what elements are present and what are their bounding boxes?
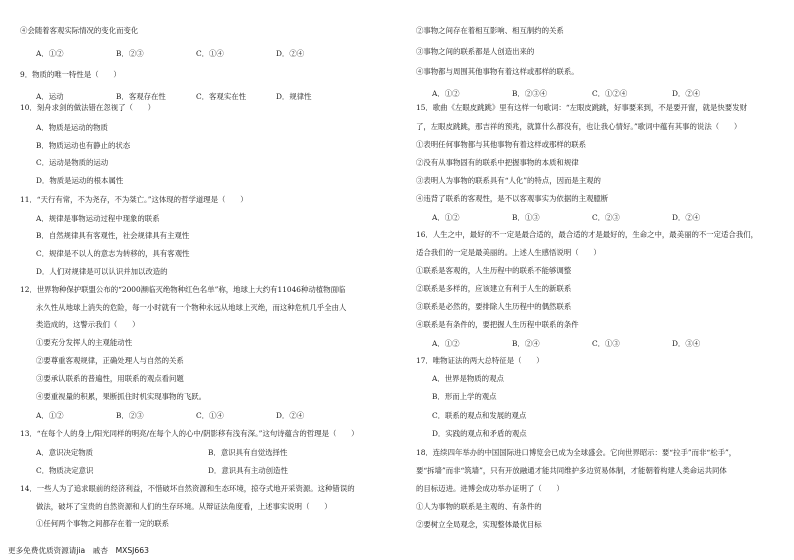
- options-row: [416, 89, 776, 99]
- question-stem: 18．连续四年举办的中国国际进口博览会已成为全球盛会。它向世界昭示：要“拉手”而非“松手”，: [416, 448, 737, 457]
- option-c: C．客观实在性: [196, 92, 246, 101]
- statement-line: ④违背了联系的客观性，是不以客观事实为依据的主观臆断: [416, 194, 609, 203]
- option-line: A．规律是事物运动过程中现象的联系: [36, 214, 160, 223]
- option-a: A．运动: [36, 92, 64, 101]
- option-c: C．①④: [196, 49, 224, 58]
- question-stem: 15．歌曲《左眼皮跳跳》里有这样一句歌词：“左眼皮跳跳，好事要来到，不是要开窗，就是快要发财: [416, 103, 747, 112]
- option-line: C．联系的观点和发展的观点: [432, 411, 527, 420]
- option-b: B．客观存在性: [116, 92, 166, 101]
- option-b: B．意识具有自觉选择性: [208, 448, 288, 457]
- question-stem: 11．“天行有常，不为尧存，不为桀亡。”这体现的哲学道理是（ ）: [20, 195, 248, 204]
- options-row: [20, 466, 392, 476]
- option-line: B．自然规律具有客观性，社会规律具有主观性: [36, 231, 190, 240]
- option-a: A．①②: [432, 339, 460, 348]
- statement-line: ③要承认联系的普遍性，用联系的观点看问题: [36, 374, 184, 383]
- option-d: D．②④: [672, 213, 701, 222]
- options-row: [20, 49, 392, 59]
- statement-line: ②要尊重客观规律，正确处理人与自然的关系: [36, 356, 184, 365]
- statement-line: ①表明任何事物都与其他事物有着这样或那样的联系: [416, 140, 586, 149]
- statement-line: ④事物都与周围其他事物有着这样或那样的联系。: [416, 67, 579, 76]
- statement-line: ④联系是有条件的，要把握人生历程中联系的条件: [416, 320, 579, 329]
- option-c: C．物质决定意识: [36, 466, 94, 475]
- option-c: C．②③: [592, 213, 620, 222]
- statement-line: ②事物之间存在着相互影响、相互制约的关系: [416, 26, 564, 35]
- statement-line: ③联系是必然的，要排除人生历程中的偶然联系: [416, 302, 572, 311]
- option-line: C．运动是物质的运动: [36, 158, 109, 167]
- option-d: D．②④: [276, 411, 305, 420]
- option-c: C．①②④: [592, 89, 628, 98]
- question-stem-cont: 做法，破坏了宝贵的自然资源和人们的生存环境。从辩证法角度看，上述事实说明（ ）: [36, 502, 332, 511]
- option-d: D．②④: [276, 49, 305, 58]
- option-b: B．②③: [116, 49, 144, 58]
- statement-line: ①要充分发挥人的主观能动性: [36, 338, 133, 347]
- statement-line: ②要树立全局观念，实现整体最优目标: [416, 520, 542, 529]
- option-c: C．①③: [592, 339, 620, 348]
- options-row: [20, 92, 392, 102]
- option-d: D．规律性: [276, 92, 312, 101]
- option-a: A．①②: [432, 213, 460, 222]
- question-stem: 12．世界物种保护联盟公布的“2000濒临灭绝物种红色名单”称，地球上大约有11046种动植物面临: [20, 285, 346, 294]
- option-a: A．①②: [432, 89, 460, 98]
- option-d: D．意识具有主动创造性: [208, 466, 288, 475]
- options-row: [20, 448, 392, 458]
- option-b: B．②③④: [512, 89, 547, 98]
- question-stem: 10．刻舟求剑的做法错在忽视了（ ）: [20, 103, 156, 112]
- question-stem-cont: 类造成的，这警示我们（ ）: [36, 320, 140, 329]
- options-row: [416, 339, 776, 349]
- question-stem-cont: 了，左眼皮跳跳，那吉祥的预兆，就算什么都没有，也让我心情好。”歌词中蕴有其事的说法（ ）: [416, 122, 742, 131]
- question-stem: 14．一些人为了追求眼前的经济利益，不惜破坏自然资源和生态环境，掠夺式地开采资源。这种错误的: [20, 484, 355, 493]
- statement-line: ①人为事物的联系是主观的、有条件的: [416, 502, 542, 511]
- option-line: B．物质运动也有静止的状态: [36, 141, 131, 150]
- option-line: B．形而上学的观点: [432, 392, 497, 401]
- option-line: D．人们对规律是可以认识并加以改造的: [36, 267, 168, 276]
- question-stem-cont: 适合我们的一定是最美丽的。上述人生感悟说明（ ）: [416, 248, 601, 257]
- question-stem-cont: 要“拆墙”而非“筑墙”，只有开放融通才能共同维护多边贸易体制，才能朝着构建人类命运共同体: [416, 466, 727, 475]
- options-row: [416, 213, 776, 223]
- option-b: B．②③: [116, 411, 144, 420]
- statement-line: ③表明人为事物的联系具有“人化”的特点，因而是主观的: [416, 176, 601, 185]
- question-stem: 13．“在每个人的身上/阳光同样的明亮/在每个人的心中/阴影移有浅有深。”这句诗蕴含的哲理是（ ）: [20, 429, 359, 438]
- option-line: D．物质是运动的根本属性: [36, 176, 124, 185]
- option-line: D．实践的观点和矛盾的观点: [432, 429, 527, 438]
- option-a: A．①②: [36, 411, 64, 420]
- option-b: B．②④: [512, 339, 540, 348]
- question-stem: 17．唯物证法的两大总特征是（ ）: [416, 356, 544, 365]
- question-stem-cont: 永久性从地球上消失的危险，每一小时就有一个物种永远从地球上灭绝，而这种危机几乎全由人: [36, 303, 347, 312]
- option-a: A．①②: [36, 49, 64, 58]
- option-d: D．②④: [672, 89, 701, 98]
- question-stem-cont: 的目标迈进。进博会成功举办证明了（ ）: [416, 484, 564, 493]
- statement-line: ②没有从事物固有的联系中把握事物的本质和规律: [416, 158, 579, 167]
- option-line: A．物质是运动的物质: [36, 123, 108, 132]
- option-b: B．①③: [512, 213, 540, 222]
- option-c: C．①④: [196, 411, 224, 420]
- option-line: A．世界是物质的观点: [432, 374, 504, 383]
- option-d: D．③④: [672, 339, 701, 348]
- statement-line: ③事物之间的联系都是人创造出来的: [416, 47, 535, 56]
- option-line: C．规律是不以人的意志为转移的，具有客观性: [36, 249, 190, 258]
- option-a: A．意识决定物质: [36, 448, 94, 457]
- question-stem: 16．人生之中，最好的不一定是最合适的，最合适的才是最好的，生命之中，最美丽的不一定适合我们，: [416, 230, 758, 239]
- statement-line: ①任何两个事物之间都存在着一定的联系: [36, 519, 170, 528]
- statement-line: ④要重视量的积累，果断抓住时机实现事物的飞跃。: [36, 392, 206, 401]
- question-stem: 9．物质的唯一特性是（ ）: [20, 70, 121, 79]
- text-line: ④会随着客观实际情况的变化而变化: [20, 26, 139, 35]
- options-row: [20, 411, 392, 421]
- statement-line: ①联系是客观的，人生历程中的联系不能够调整: [416, 266, 572, 275]
- statement-line: ②联系是多样的，应该建立有利于人生的新联系: [416, 284, 572, 293]
- footer-note: 更多免费优质资源请jia 戚杏 MXSJ663: [8, 546, 149, 555]
